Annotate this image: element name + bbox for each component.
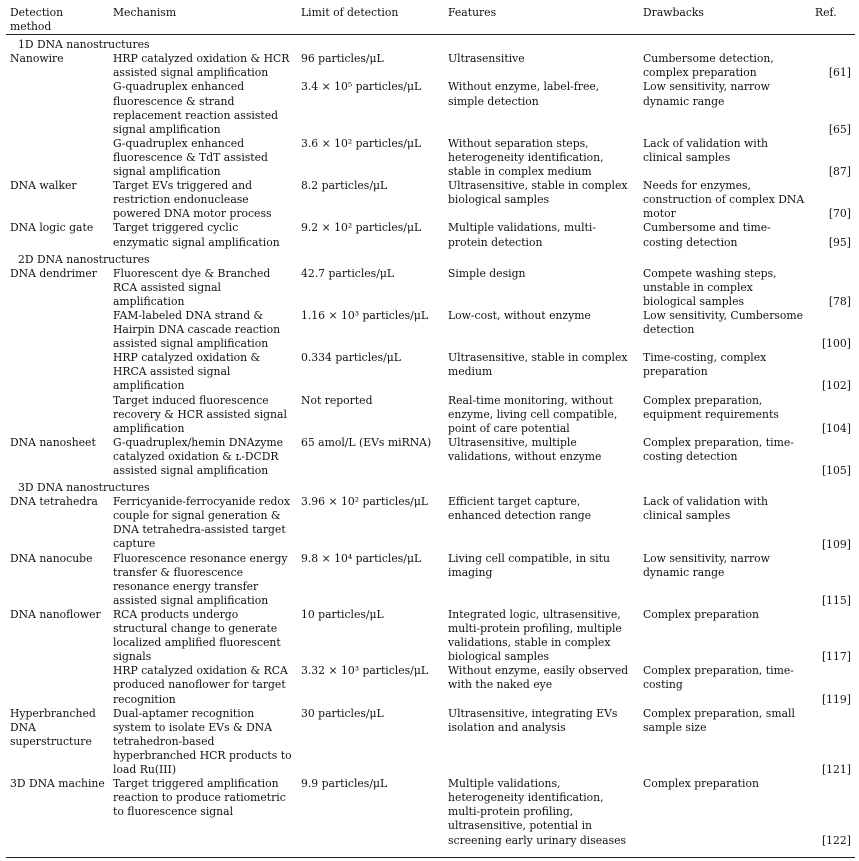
cell-features: Without enzyme, easily observed with the naked eye — [448, 664, 629, 692]
cell-drawbacks: Complex preparation, time-costing detection — [643, 435, 794, 463]
cell-drawbacks: Complex preparation — [643, 607, 759, 621]
cell-detection-method: DNA tetrahedra — [10, 495, 98, 509]
cell-features: Ultrasensitive, stable in complex medium — [448, 351, 628, 379]
header-ref: Ref. — [815, 6, 837, 19]
cell-drawbacks: Low sensitivity, narrow dynamic range — [643, 551, 770, 579]
ref-text: [109] — [821, 537, 851, 551]
cell-mechanism: Dual-aptamer recognition system to isolate EVs & DNA tetrahedron-based hyperbranched HCR products to load Ru(III) — [113, 706, 292, 777]
cell-detection-method: DNA walker — [10, 179, 77, 193]
table-row — [6, 179, 855, 221]
cell-limit-of-detection: 3.32 × 10³ particles/μL — [301, 664, 429, 678]
header-row — [6, 4, 855, 35]
cell-detection-method: 3D DNA machine — [10, 777, 105, 791]
table-row — [6, 495, 855, 551]
ref-text: [121] — [821, 763, 851, 777]
ref-text: [115] — [821, 593, 851, 607]
group-row — [6, 35, 855, 53]
cell-detection-method: Hyperbranched DNA superstructure — [10, 706, 96, 748]
cell-features: Multiple validations, multi-protein detection — [448, 221, 596, 249]
cell-drawbacks: Low sensitivity, Cumbersome detection — [643, 308, 804, 337]
ref-text: [102] — [821, 379, 851, 393]
cell-drawbacks: Cumbersome detection, complex preparation — [643, 52, 774, 80]
cell-limit-of-detection: 3.96 × 10² particles/μL — [301, 495, 429, 509]
cell-drawbacks: Lack of validation with clinical samples — [643, 495, 769, 523]
cell-mechanism: HRP catalyzed oxidation & HCR assisted signal amplification — [113, 52, 290, 80]
ref-text: [117] — [821, 650, 851, 664]
cell-detection-method: DNA nanoflower — [10, 607, 101, 621]
ref-text: [78] — [828, 294, 851, 308]
cell-features: Simple design — [448, 266, 526, 280]
cell-detection-method — [6, 137, 109, 179]
table-body — [6, 35, 855, 848]
table-row — [6, 267, 855, 309]
cell-detection-method — [6, 664, 109, 706]
header-limit-of-detection: Limit of detection — [301, 6, 399, 19]
cell-drawbacks: Complex preparation — [643, 777, 759, 791]
cell-ref — [811, 495, 855, 551]
cell-limit-of-detection: 9.2 × 10² particles/μL — [301, 221, 422, 235]
cell-features: Efficient target capture, enhanced detection range — [448, 495, 592, 523]
ref-text: [65] — [828, 122, 851, 136]
cell-drawbacks: Lack of validation with clinical samples — [643, 136, 769, 164]
cell-mechanism: Ferricyanide-ferrocyanide redox couple for signal generation & DNA tetrahedra-assisted target capture — [113, 495, 290, 551]
cell-detection-method — [6, 394, 109, 436]
table-row — [6, 137, 855, 179]
cell-limit-of-detection: 9.8 × 10⁴ particles/μL — [301, 551, 422, 565]
cell-detection-method: DNA dendrimer — [10, 266, 97, 280]
cell-detection-method — [6, 351, 109, 393]
table-row — [6, 52, 855, 80]
cell-features: Multiple validations, heterogeneity identification, multi-protein profiling, ultrasensitive, potential in screening early urinary diseases — [448, 777, 627, 847]
ref-text: [104] — [821, 421, 851, 435]
cell-mechanism: HRP catalyzed oxidation & RCA produced nanoflower for target recognition — [113, 664, 288, 706]
cell-ref — [811, 394, 855, 436]
cell-limit-of-detection: 3.6 × 10² particles/μL — [301, 136, 422, 150]
cell-features: Ultrasensitive, integrating EVs isolation and analysis — [448, 706, 618, 734]
group-title: 1D DNA nanostructures — [18, 38, 150, 52]
cell-ref — [811, 777, 855, 847]
cell-drawbacks: Needs for enzymes, construction of complex DNA motor — [643, 179, 805, 221]
cell-ref — [811, 707, 855, 777]
cell-ref — [811, 52, 855, 80]
cell-detection-method: DNA logic gate — [10, 221, 94, 235]
cell-mechanism: G-quadruplex/hemin DNAzyme catalyzed oxidation & ʟ-DCDR assisted signal amplification — [113, 435, 284, 478]
ref-text: [119] — [821, 692, 851, 706]
cell-mechanism: Target triggered cyclic enzymatic signal amplification — [113, 221, 280, 249]
cell-limit-of-detection: 65 amol/L (EVs miRNA) — [301, 435, 432, 449]
comparison-table — [6, 4, 855, 848]
cell-features: Low-cost, without enzyme — [448, 308, 591, 322]
cell-limit-of-detection: 3.4 × 10⁵ particles/μL — [301, 80, 422, 94]
cell-mechanism: G-quadruplex enhanced fluorescence & TdT assisted signal amplification — [113, 136, 268, 179]
table-row — [6, 221, 855, 249]
cell-detection-method — [6, 80, 109, 136]
ref-text: [70] — [828, 207, 851, 221]
cell-ref — [811, 309, 855, 351]
table-row — [6, 309, 855, 351]
cell-mechanism: RCA products undergo structural change to generate localized amplified fluorescent signals — [113, 607, 281, 664]
cell-drawbacks: Complex preparation, time-costing — [643, 664, 794, 692]
ref-text: [100] — [821, 337, 851, 351]
cell-drawbacks: Compete washing steps, unstable in complex biological samples — [643, 266, 777, 308]
table-row — [6, 394, 855, 436]
bottom-rule — [6, 857, 855, 858]
table-row — [6, 80, 855, 136]
cell-mechanism: FAM-labeled DNA strand & Hairpin DNA cascade reaction assisted signal amplification — [113, 308, 281, 351]
ref-text: [61] — [828, 66, 851, 80]
group-title: 3D DNA nanostructures — [18, 481, 150, 495]
cell-features: Ultrasensitive, stable in complex biological samples — [448, 179, 628, 207]
table-row — [6, 552, 855, 608]
cell-ref — [811, 80, 855, 136]
cell-limit-of-detection: 1.16 × 10³ particles/μL — [301, 308, 429, 322]
cell-features: Real-time monitoring, without enzyme, living cell compatible, point of care potential — [448, 393, 618, 435]
group-title: 2D DNA nanostructures — [18, 252, 150, 266]
cell-ref — [811, 179, 855, 221]
table-row — [6, 777, 855, 847]
cell-ref — [811, 221, 855, 249]
cell-ref — [811, 436, 855, 478]
cell-detection-method: Nanowire — [10, 52, 64, 66]
cell-drawbacks: Low sensitivity, narrow dynamic range — [643, 80, 770, 108]
table-row — [6, 351, 855, 393]
cell-features: Ultrasensitive — [448, 52, 525, 66]
cell-ref — [811, 137, 855, 179]
cell-drawbacks: Cumbersome and time-costing detection — [643, 221, 771, 249]
cell-mechanism: Target triggered amplification reaction to produce ratiometric to fluorescence signal — [113, 777, 286, 819]
header-drawbacks: Drawbacks — [643, 6, 704, 19]
cell-features: Integrated logic, ultrasensitive, multi-protein profiling, multiple validations, stable in complex biological samples — [448, 607, 622, 664]
cell-detection-method: DNA nanocube — [10, 551, 93, 565]
cell-limit-of-detection: 10 particles/μL — [301, 607, 384, 621]
cell-detection-method: DNA nanosheet — [10, 435, 96, 449]
ref-text: [105] — [821, 464, 851, 478]
cell-mechanism: Fluorescent dye & Branched RCA assisted signal amplification — [113, 266, 271, 308]
cell-mechanism: Fluorescence resonance energy transfer & fluorescence resonance energy transfer assisted signal amplification — [113, 551, 288, 607]
cell-drawbacks: Complex preparation, small sample size — [643, 706, 795, 734]
ref-text: [122] — [821, 833, 851, 847]
header-mechanism: Mechanism — [113, 6, 177, 19]
table-row — [6, 608, 855, 664]
cell-limit-of-detection: 0.334 particles/μL — [301, 351, 401, 365]
cell-limit-of-detection: 9.9 particles/μL — [301, 777, 388, 791]
cell-ref — [811, 664, 855, 706]
cell-features: Ultrasensitive, multiple validations, without enzyme — [448, 435, 602, 463]
cell-limit-of-detection: 42.7 particles/μL — [301, 266, 395, 280]
table-row — [6, 707, 855, 777]
cell-detection-method — [6, 309, 109, 351]
cell-ref — [811, 267, 855, 309]
cell-mechanism: Target induced fluorescence recovery & HCR assisted signal amplification — [113, 393, 287, 435]
cell-drawbacks: Complex preparation, equipment requirements — [643, 393, 779, 421]
cell-mechanism: Target EVs triggered and restriction endonuclease powered DNA motor process — [113, 179, 272, 221]
cell-limit-of-detection: 96 particles/μL — [301, 52, 384, 66]
ref-text: [95] — [828, 235, 851, 249]
ref-text: [87] — [828, 165, 851, 179]
cell-limit-of-detection: 8.2 particles/μL — [301, 179, 388, 193]
cell-drawbacks: Time-costing, complex preparation — [643, 351, 767, 379]
group-row — [6, 478, 855, 495]
cell-limit-of-detection: Not reported — [301, 393, 373, 407]
cell-mechanism: G-quadruplex enhanced fluorescence & strand replacement reaction assisted signal amplification — [113, 80, 279, 136]
group-row — [6, 250, 855, 267]
cell-features: Living cell compatible, in situ imaging — [448, 551, 610, 579]
header-detection-method: Detection method — [10, 6, 64, 34]
header-features: Features — [448, 6, 497, 19]
cell-ref — [811, 351, 855, 393]
table-row — [6, 436, 855, 478]
cell-ref — [811, 552, 855, 608]
cell-mechanism: HRP catalyzed oxidation & HRCA assisted signal amplification — [113, 351, 261, 393]
cell-features: Without separation steps, heterogeneity identification, stable in complex medium — [448, 136, 604, 179]
cell-limit-of-detection: 30 particles/μL — [301, 706, 384, 720]
cell-features: Without enzyme, label-free, simple detection — [448, 80, 600, 108]
table-row — [6, 664, 855, 706]
cell-ref — [811, 608, 855, 664]
